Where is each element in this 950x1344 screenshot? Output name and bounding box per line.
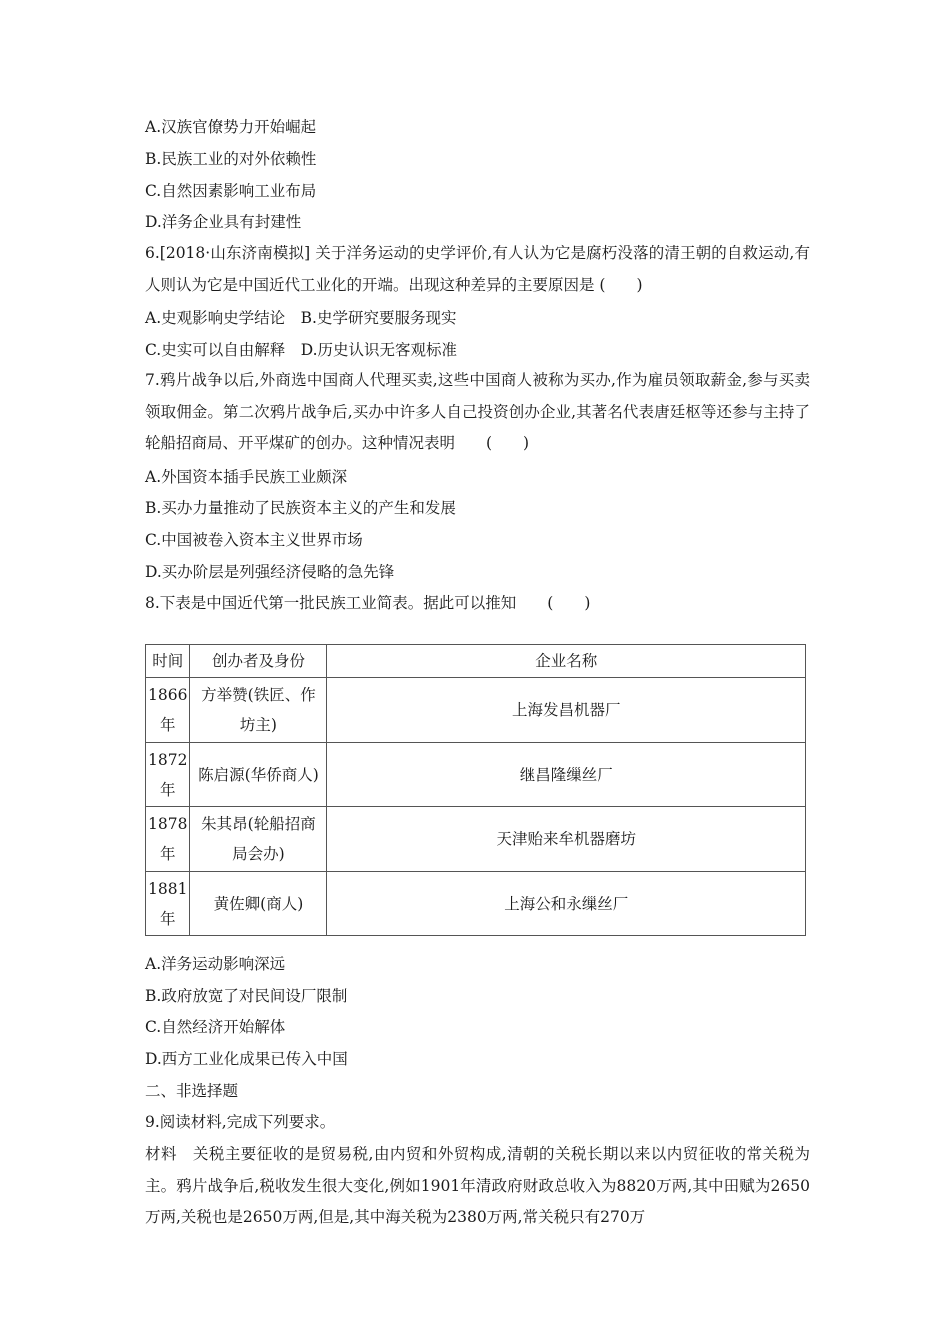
cell-year: 1881年 bbox=[146, 872, 190, 936]
q9-intro: 9.阅读材料,完成下列要求。 bbox=[145, 1113, 336, 1131]
cell-enterprise: 上海发昌机器厂 bbox=[327, 678, 806, 743]
cell-enterprise: 天津贻来牟机器磨坊 bbox=[327, 807, 806, 872]
q9-material: 材料 关税主要征收的是贸易税,由内贸和外贸构成,清朝的关税长期以来以内贸征收的常关税为主。鸦片战争后,税收发生很大变化,例如1901年清政府财政总收入为8820万两,其中田赋为2650万两,关税也是2650万两,但是,其中海关税为2380万两,常关税只有270万 bbox=[145, 1145, 810, 1226]
q5-option-d: D.洋务企业具有封建性 bbox=[145, 213, 302, 231]
q8-option-b: B.政府放宽了对民间设厂限制 bbox=[145, 987, 348, 1005]
cell-year: 1872年 bbox=[146, 743, 190, 807]
header-time: 时间 bbox=[146, 645, 190, 678]
q5-option-a: A.汉族官僚势力开始崛起 bbox=[145, 118, 317, 136]
q7-option-b: B.买办力量推动了民族资本主义的产生和发展 bbox=[145, 499, 456, 517]
table-header-row bbox=[146, 645, 806, 678]
q8-question: 8.下表是中国近代第一批民族工业简表。据此可以推知 ( ) bbox=[145, 594, 591, 612]
q7-option-c: C.中国被卷入资本主义世界市场 bbox=[145, 531, 363, 549]
table-row bbox=[146, 872, 806, 936]
cell-founder: 陈启源(华侨商人) bbox=[190, 743, 327, 807]
table-row bbox=[146, 678, 806, 743]
section-heading: 二、非选择题 bbox=[145, 1082, 239, 1100]
q6-options-ab: A.史观影响史学结论 B.史学研究要服务现实 bbox=[145, 309, 457, 327]
table-row bbox=[146, 807, 806, 872]
table-row bbox=[146, 743, 806, 807]
q6-question: 6.[2018·山东济南模拟] 关于洋务运动的史学评价,有人认为它是腐朽没落的清王朝的自救运动,有人则认为它是中国近代工业化的开端。出现这种差异的主要原因是 ( ) bbox=[145, 244, 810, 294]
q5-option-c: C.自然因素影响工业布局 bbox=[145, 182, 317, 200]
q7-option-a: A.外国资本插手民族工业颇深 bbox=[145, 468, 348, 486]
industry-table bbox=[145, 644, 806, 936]
q6-options-cd: C.史实可以自由解释 D.历史认识无客观标准 bbox=[145, 341, 458, 359]
q7-option-d: D.买办阶层是列强经济侵略的急先锋 bbox=[145, 563, 395, 581]
cell-enterprise: 继昌隆缫丝厂 bbox=[327, 743, 806, 807]
q5-option-b: B.民族工业的对外依赖性 bbox=[145, 150, 317, 168]
cell-year: 1878年 bbox=[146, 807, 190, 872]
q7-question: 7.鸦片战争以后,外商选中国商人代理买卖,这些中国商人被称为买办,作为雇员领取薪金,参与买卖领取佣金。第二次鸦片战争后,买办中许多人自己投资创办企业,其著名代表唐廷枢等还参与主持了轮船招商局、开平煤矿的创办。这种情况表明 ( ) bbox=[145, 371, 810, 452]
q8-option-c: C.自然经济开始解体 bbox=[145, 1018, 286, 1036]
cell-founder: 朱其昂(轮船招商局会办) bbox=[190, 807, 327, 872]
header-enterprise: 企业名称 bbox=[327, 645, 806, 678]
cell-founder: 方举赞(铁匠、作坊主) bbox=[190, 678, 327, 743]
cell-founder: 黄佐卿(商人) bbox=[190, 872, 327, 936]
cell-year: 1866年 bbox=[146, 678, 190, 743]
q8-option-a: A.洋务运动影响深远 bbox=[145, 955, 286, 973]
cell-enterprise: 上海公和永缫丝厂 bbox=[327, 872, 806, 936]
q8-option-d: D.西方工业化成果已传入中国 bbox=[145, 1050, 348, 1068]
header-founder: 创办者及身份 bbox=[190, 645, 327, 678]
